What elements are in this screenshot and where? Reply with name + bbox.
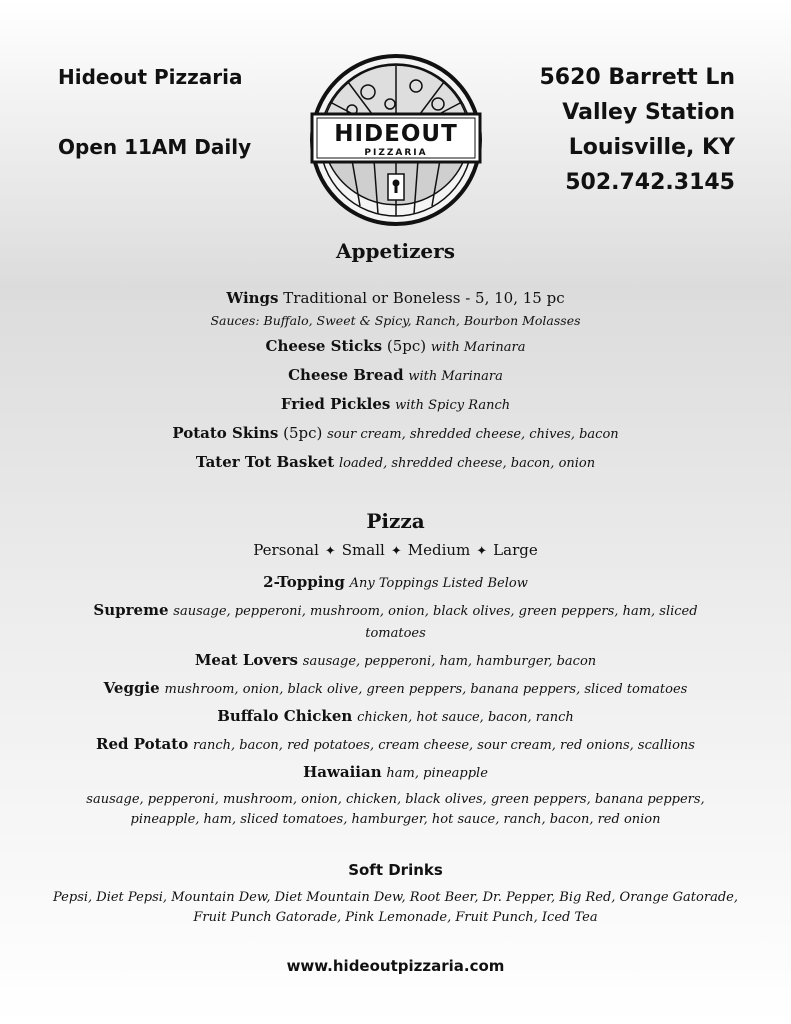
pizza-title: Pizza <box>366 509 425 533</box>
header-left <box>58 62 251 162</box>
appetizers-title: Appetizers <box>336 239 455 263</box>
menu-item-veggie <box>40 678 751 700</box>
topping-list: sausage, pepperoni, mushroom, onion, chicken, black olives, green peppers, banana peppers, pineapple, ham, sliced tomatoes, hamburger, hot sauce, ranch, bacon, red onion <box>86 792 705 827</box>
item-name: Supreme <box>93 601 169 619</box>
size-small: Small <box>341 541 385 559</box>
item-name: Red Potato <box>96 735 189 753</box>
menu-item-wings <box>40 288 751 308</box>
header-right <box>540 60 736 200</box>
item-description: with Marinara <box>408 369 503 384</box>
restaurant-name: Hideout Pizzaria <box>58 65 243 89</box>
item-name: Tater Tot Basket <box>195 453 335 471</box>
menu-item-supreme <box>40 600 751 644</box>
item-description: with Spicy Ranch <box>395 398 511 413</box>
item-name: Cheese Bread <box>288 366 404 384</box>
logo-subtitle: PIZZARIA <box>364 148 428 158</box>
pizza-barrel-logo-icon <box>308 52 484 228</box>
menu-item-buffalo-chicken <box>40 706 751 728</box>
wing-sauces: Sauces: Buffalo, Sweet & Spicy, Ranch, Bourbon Molasses <box>210 313 581 328</box>
size-separator: ✦ <box>324 544 336 559</box>
item-description: ham, pineapple <box>386 766 488 781</box>
menu-item-tater-tot-basket <box>40 452 751 474</box>
item-detail: Traditional or Boneless - 5, 10, 15 pc <box>283 289 565 307</box>
menu-item-cheese-bread <box>40 365 751 387</box>
address-area: Valley Station <box>562 100 735 125</box>
soft-drinks-title: Soft Drinks <box>348 861 443 879</box>
size-large: Large <box>493 541 538 559</box>
menu-item-fried-pickles <box>40 394 751 416</box>
item-name: Potato Skins <box>172 424 279 442</box>
menu-item-cheese-sticks <box>40 336 751 358</box>
item-description: Any Toppings Listed Below <box>349 576 528 591</box>
soft-drinks-list: Pepsi, Diet Pepsi, Mountain Dew, Diet Mountain Dew, Root Beer, Dr. Pepper, Big Red, Orange Gatorade, Fruit Punch Gatorade, Pink Lemonade, Fruit Punch, Iced Tea <box>53 890 738 925</box>
logo-title: HIDEOUT <box>334 121 458 147</box>
menu-item-hawaiian <box>40 762 751 784</box>
item-detail: (5pc) <box>386 337 427 355</box>
address-street: 5620 Barrett Ln <box>539 65 735 90</box>
item-name: Veggie <box>103 679 160 697</box>
item-name: Wings <box>226 289 279 307</box>
item-description: loaded, shredded cheese, bacon, onion <box>339 456 596 471</box>
size-medium: Medium <box>407 541 471 559</box>
item-description: sausage, pepperoni, ham, hamburger, bacon <box>302 654 597 669</box>
phone-number: 502.742.3145 <box>565 170 735 195</box>
item-name: 2-Topping <box>263 573 345 591</box>
menu-body <box>40 238 751 976</box>
item-description: with Marinara <box>430 340 526 355</box>
item-name: Fried Pickles <box>280 395 391 413</box>
menu-item-potato-skins <box>40 423 751 445</box>
address-city: Louisville, KY <box>568 135 735 160</box>
item-name: Cheese Sticks <box>265 337 383 355</box>
item-description: sour cream, shredded cheese, chives, bacon <box>327 427 619 442</box>
size-personal: Personal <box>253 541 319 559</box>
menu-item-2-topping <box>40 572 751 594</box>
item-description: ranch, bacon, red potatoes, cream cheese, sour cream, red onions, scallions <box>193 738 695 753</box>
item-detail: (5pc) <box>283 424 323 442</box>
item-name: Meat Lovers <box>194 651 298 669</box>
menu-item-meat-lovers <box>40 650 751 672</box>
size-separator: ✦ <box>476 544 488 559</box>
item-description: chicken, hot sauce, bacon, ranch <box>357 710 574 725</box>
pizza-sizes <box>40 540 751 562</box>
item-name: Buffalo Chicken <box>217 707 353 725</box>
menu-item-red-potato <box>40 734 751 756</box>
size-separator: ✦ <box>390 544 402 559</box>
website-link[interactable]: www.hideoutpizzaria.com <box>286 957 505 975</box>
item-description: mushroom, onion, black olive, green peppers, banana peppers, sliced tomatoes <box>164 682 688 697</box>
item-description: sausage, pepperoni, mushroom, onion, black olives, green peppers, ham, sliced tomatoes <box>173 604 698 641</box>
opening-hours: Open 11AM Daily <box>58 135 252 159</box>
item-name: Hawaiian <box>303 763 382 781</box>
